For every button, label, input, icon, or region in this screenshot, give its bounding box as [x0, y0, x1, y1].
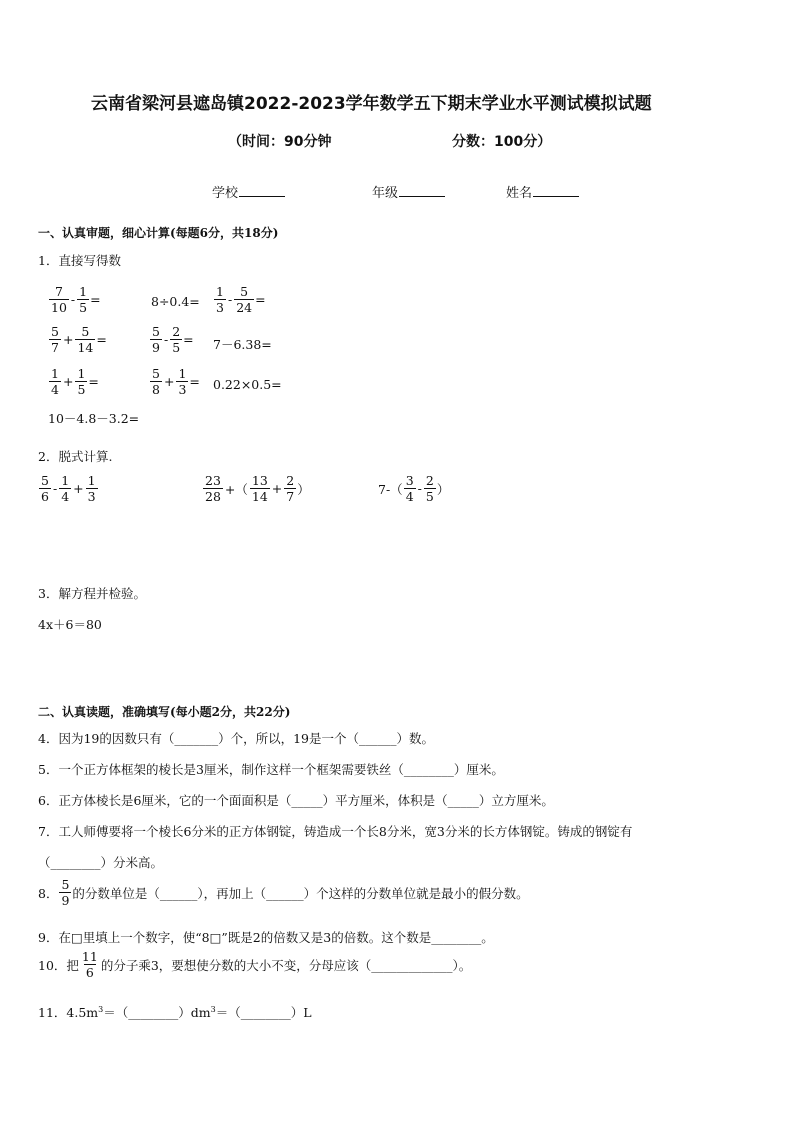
fraction: $\frac{13}{14}$: [251, 473, 268, 505]
fraction: $\frac{3}{4}$: [405, 473, 414, 505]
fraction: $\frac{1}{5}$: [79, 284, 88, 316]
q1-item-r1b: 8÷0.4=: [151, 294, 200, 309]
q3-equation: 4x＋6＝80: [38, 617, 102, 632]
q5: 5．一个正方体框架的棱长是3厘米，制作这样一个框架需要铁丝（________）厘米。: [38, 762, 504, 777]
fraction: $\frac{2}{5}$: [425, 473, 434, 505]
exam-score: 分数：100分）: [452, 134, 552, 150]
fraction: $\frac{5}{6}$: [41, 473, 49, 505]
q8: 8． $\frac{5}{9}$ 的分数单位是（______），再加上（______）个这样的分数单位就是最小的假分数。: [38, 877, 529, 909]
school-field: [212, 182, 285, 201]
q6: 6．正方体棱长是6厘米，它的一个面面积是（_____）平方厘米，体积是（_____）立方厘米。: [38, 793, 554, 808]
q1-item-r2c: 7－6.38=: [213, 337, 272, 352]
name-blank[interactable]: [533, 184, 579, 197]
fraction: $\frac{5}{24}$: [236, 284, 253, 316]
fraction: $\frac{2}{5}$: [172, 324, 181, 356]
section1-heading: 一、认真审题，细心计算(每题6分，共18分): [38, 226, 279, 240]
q1-label: 1．直接写得数: [38, 253, 121, 268]
q2-expr-3: 7-（ $\frac{3}{4}$ - $\frac{2}{5}$ ）: [378, 473, 450, 505]
fraction: $\frac{5}{8}$: [152, 366, 160, 398]
fraction: $\frac{7}{10}$: [51, 284, 67, 316]
name-field: [506, 182, 579, 201]
exam-title: 云南省梁河县遮岛镇2022-2023学年数学五下期末学业水平测试模拟试题: [91, 94, 652, 114]
q11: 11．$4.5m^3=(\_\_\_\_\_\_\_\_)dm^3=(\_\_\_\_\_\_\_\_)L$: [38, 1004, 312, 1020]
q3-label: 3．解方程并检验。: [38, 586, 146, 601]
q9: 9．在□里填上一个数字，使“8□”既是2的倍数又是3的倍数。这个数是________。: [38, 930, 494, 945]
fraction: $\frac{23}{28}$: [205, 473, 221, 505]
grade-label: 年级: [372, 186, 399, 201]
q2-expr-2: $\frac{23}{28}$ +（ $\frac{13}{14}$ + $\frac{2}{7}$ ）: [205, 473, 310, 505]
section2-heading: 二、认真读题，准确填写(每小题2分，共22分): [38, 705, 291, 719]
grade-field: [372, 182, 445, 201]
q1-item-r3b: $\frac{5}{8}$ + $\frac{1}{3}$ =: [152, 366, 200, 398]
q1-item-r2a: $\frac{5}{7}$ + $\frac{5}{14}$ =: [51, 324, 107, 356]
fraction: $\frac{1}{4}$: [51, 366, 59, 398]
q1-item-r1a: $\frac{7}{10}$ - $\frac{1}{5}$ =: [51, 284, 101, 316]
fraction: $\frac{11}{6}$: [81, 949, 98, 981]
q1-item-r1c: $\frac{1}{3}$ - $\frac{5}{24}$ =: [216, 284, 266, 316]
fraction: $\frac{1}{5}$: [77, 366, 86, 398]
q7-line2: （________）分米高。: [38, 855, 164, 870]
fraction: $\frac{1}{4}$: [61, 473, 70, 505]
q1-item-r3c: 0.22×0.5=: [213, 377, 282, 392]
q1-item-r2b: $\frac{5}{9}$ - $\frac{2}{5}$ =: [152, 324, 194, 356]
fraction: $\frac{5}{9}$: [152, 324, 160, 356]
fraction: $\frac{1}{3}$: [216, 284, 224, 316]
q1-item-r3a: $\frac{1}{4}$ + $\frac{1}{5}$ =: [51, 366, 99, 398]
fraction: $\frac{1}{3}$: [87, 473, 96, 505]
fraction: $\frac{5}{9}$: [61, 877, 70, 909]
q7-line1: 7．工人师傅要将一个棱长6分米的正方体钢锭，铸造成一个长8分米，宽3分米的长方体钢锭。铸成的钢锭有: [38, 824, 633, 839]
exam-time: （时间：90分钟: [228, 134, 332, 150]
grade-blank[interactable]: [399, 184, 445, 197]
q2-label: 2．脱式计算.: [38, 449, 113, 464]
school-blank[interactable]: [239, 184, 285, 197]
fraction: $\frac{5}{14}$: [77, 324, 94, 356]
fraction: $\frac{1}{3}$: [178, 366, 187, 398]
school-label: 学校: [212, 186, 239, 201]
fraction: $\frac{2}{7}$: [286, 473, 295, 505]
name-label: 姓名: [506, 186, 533, 201]
q4: 4．因为19的因数只有（_______）个，所以，19是一个（______）数。: [38, 731, 435, 746]
fraction: $\frac{5}{7}$: [51, 324, 59, 356]
q10: 10．把 $\frac{11}{6}$ 的分子乘3，要想使分数的大小不变，分母应该（_____________）。: [38, 949, 472, 981]
q2-expr-1: $\frac{5}{6}$ - $\frac{1}{4}$ + $\frac{1}{3}$: [41, 473, 96, 505]
q1-item-r4: 10－4.8－3.2=: [48, 411, 140, 426]
